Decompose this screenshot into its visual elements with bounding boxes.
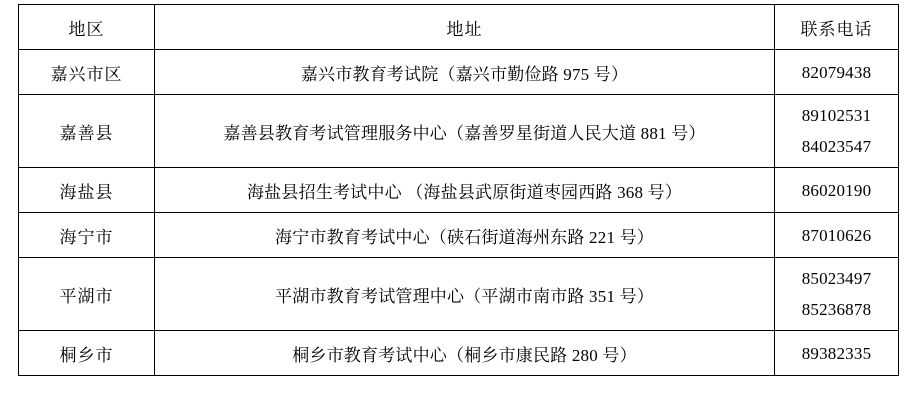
cell-phone	[775, 95, 899, 168]
phone-number: 86020190	[801, 180, 872, 200]
phone-number: 85023497	[801, 269, 872, 288]
cell-region: 嘉兴市区	[19, 50, 155, 95]
phone-number: 85236878	[801, 300, 872, 319]
table-row	[19, 213, 899, 258]
column-header-address: 地址	[155, 5, 775, 50]
table-row	[19, 331, 899, 376]
cell-phone	[775, 213, 899, 258]
cell-region: 海宁市	[19, 213, 155, 258]
table-row	[19, 50, 899, 95]
cell-region: 海盐县	[19, 168, 155, 213]
phone-number: 84023547	[801, 137, 872, 156]
phone-list	[775, 95, 898, 167]
cell-address: 海宁市教育考试中心（硖石街道海州东路 221 号）	[155, 213, 775, 258]
phone-number: 89382335	[801, 343, 872, 363]
cell-phone	[775, 331, 899, 376]
cell-address: 桐乡市教育考试中心（桐乡市康民路 280 号）	[155, 331, 775, 376]
cell-address: 嘉兴市教育考试院（嘉兴市勤俭路 975 号）	[155, 50, 775, 95]
cell-region: 平湖市	[19, 258, 155, 331]
phone-number: 89102531	[801, 106, 872, 125]
cell-phone	[775, 258, 899, 331]
phone-list	[775, 331, 898, 375]
cell-address: 嘉善县教育考试管理服务中心（嘉善罗星街道人民大道 881 号）	[155, 95, 775, 168]
cell-phone	[775, 168, 899, 213]
cell-region: 桐乡市	[19, 331, 155, 376]
table-header	[19, 5, 899, 50]
column-header-phone: 联系电话	[775, 5, 899, 50]
phone-list	[775, 258, 898, 330]
table-body	[19, 50, 899, 376]
table-row	[19, 168, 899, 213]
table-row	[19, 258, 899, 331]
phone-number: 82079438	[801, 62, 872, 82]
table-header-row	[19, 5, 899, 50]
phone-list	[775, 168, 898, 212]
cell-region: 嘉善县	[19, 95, 155, 168]
cell-phone	[775, 50, 899, 95]
phone-number: 87010626	[801, 225, 872, 245]
column-header-region: 地区	[19, 5, 155, 50]
cell-address: 海盐县招生考试中心 （海盐县武原街道枣园西路 368 号）	[155, 168, 775, 213]
phone-list	[775, 213, 898, 257]
phone-list	[775, 50, 898, 94]
cell-address: 平湖市教育考试管理中心（平湖市南市路 351 号）	[155, 258, 775, 331]
contact-table	[18, 4, 899, 376]
table-row	[19, 95, 899, 168]
